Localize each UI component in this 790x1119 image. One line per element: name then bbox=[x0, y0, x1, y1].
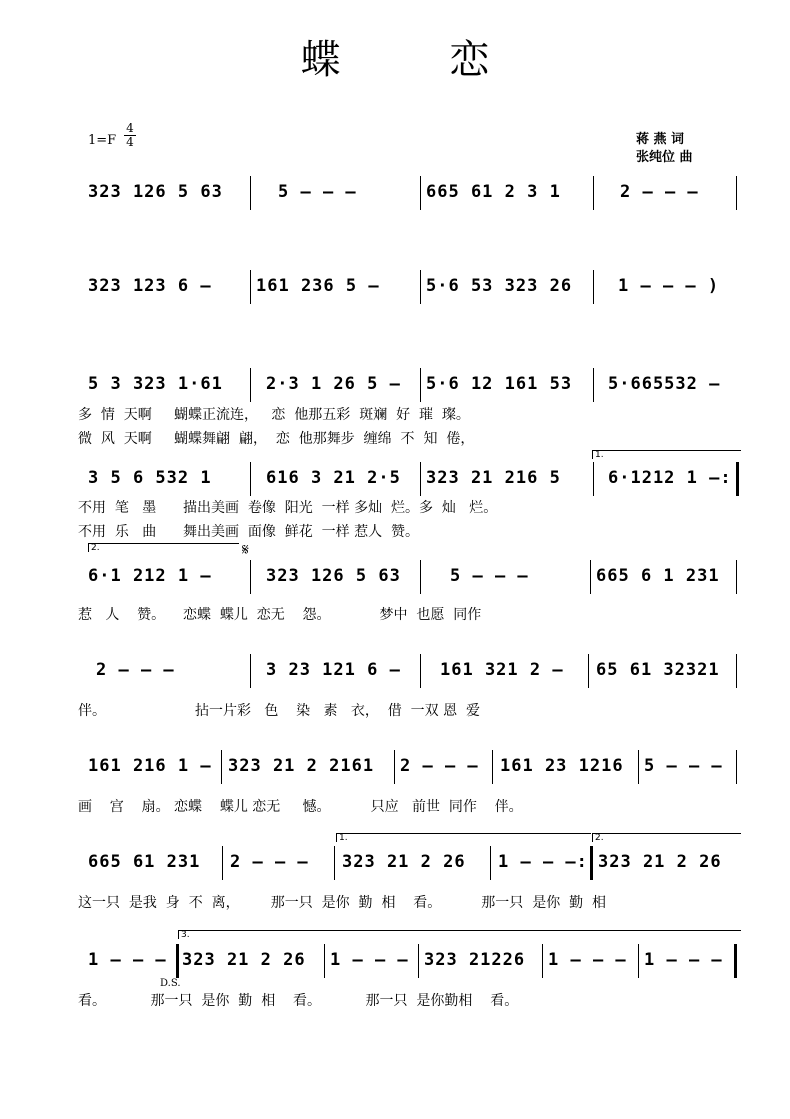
measure: 323 126 5 63 bbox=[88, 182, 223, 202]
volta-bracket-2: 2. bbox=[88, 543, 239, 552]
measure: 161 216 1 – bbox=[88, 756, 212, 776]
bar-line bbox=[588, 654, 589, 688]
bar-line bbox=[593, 270, 594, 304]
bar-line bbox=[542, 944, 543, 978]
bar-line bbox=[420, 560, 421, 594]
lyric-line-6: 伴。 拈一片彩 色 染 素 衣， 借 一双 恩 爱 bbox=[78, 703, 481, 719]
volta-bracket-1: 1. bbox=[592, 450, 741, 459]
measure: 323 21 2 26 bbox=[342, 852, 466, 872]
measure: 65 61 32321 bbox=[596, 660, 720, 680]
bar-line bbox=[250, 176, 251, 210]
measure: 323 126 5 63 bbox=[266, 566, 401, 586]
bar-line bbox=[638, 944, 639, 978]
bar-line bbox=[250, 368, 251, 402]
volta-bracket-1b: 1. bbox=[336, 833, 591, 842]
measure: 3 23 121 6 – bbox=[266, 660, 401, 680]
measure: 161 23 1216 bbox=[500, 756, 624, 776]
repeat-bar-line bbox=[736, 462, 739, 496]
score-row-2 bbox=[88, 270, 738, 310]
measure: 1 – – – bbox=[644, 950, 723, 970]
bar-line bbox=[736, 654, 737, 688]
measure: 2 – – – bbox=[620, 182, 699, 202]
segno-sign: 𝄋 bbox=[242, 540, 249, 559]
measure: 665 61 231 bbox=[88, 852, 201, 872]
measure: 5 – – – bbox=[278, 182, 357, 202]
measure: 5 3 323 1·61 bbox=[88, 374, 223, 394]
bar-line bbox=[593, 462, 594, 496]
bar-line bbox=[394, 750, 395, 784]
measure: 323 21 216 5 bbox=[426, 468, 561, 488]
composer-credit: 张纯位 曲 bbox=[636, 150, 693, 165]
bar-line bbox=[324, 944, 325, 978]
measure: 323 21 2 26 bbox=[182, 950, 306, 970]
lyric-line-4: 不用 乐 曲 舞出美画 面像 鲜花 一样 惹人 赞。 bbox=[78, 524, 420, 540]
measure: 5·6 12 161 53 bbox=[426, 374, 573, 394]
measure: 323 21226 bbox=[424, 950, 526, 970]
bar-line bbox=[420, 270, 421, 304]
bar-line bbox=[593, 368, 594, 402]
measure: 5 – – – bbox=[644, 756, 723, 776]
measure: 6·1 212 1 – bbox=[88, 566, 212, 586]
measure: 2 – – – bbox=[230, 852, 309, 872]
bar-line bbox=[420, 462, 421, 496]
measure: 323 123 6 – bbox=[88, 276, 212, 296]
measure: 6·1212 1 –: bbox=[608, 468, 732, 488]
repeat-bar-line bbox=[590, 846, 593, 880]
score-row-1 bbox=[88, 176, 738, 216]
score-row-3 bbox=[88, 368, 738, 408]
measure: 5 – – – bbox=[450, 566, 529, 586]
score-row-8 bbox=[88, 846, 738, 886]
bar-line bbox=[250, 270, 251, 304]
lyric-line-1: 多 情 天啊 蝴蝶正流连， 恋 他那五彩 斑斓 好 璀 璨。 bbox=[78, 407, 470, 423]
score-row-6 bbox=[88, 654, 738, 694]
repeat-bar-line bbox=[176, 944, 179, 978]
bar-line bbox=[736, 750, 737, 784]
final-bar-line bbox=[734, 944, 737, 978]
volta-bracket-2b: 2. bbox=[592, 833, 741, 842]
measure: 2·3 1 26 5 – bbox=[266, 374, 401, 394]
measure: 1 – – –: bbox=[498, 852, 588, 872]
bar-line bbox=[250, 462, 251, 496]
measure: 323 21 2 2161 bbox=[228, 756, 375, 776]
measure: 1 – – – bbox=[330, 950, 409, 970]
lyric-line-3: 不用 笔 墨 描出美画 卷像 阳光 一样 多灿 烂。多 灿 烂。 bbox=[78, 500, 498, 516]
measure: 161 236 5 – bbox=[256, 276, 380, 296]
score-row-5 bbox=[88, 560, 738, 600]
measure: 5·665532 – bbox=[608, 374, 721, 394]
score-row-4 bbox=[88, 462, 738, 502]
measure: 665 61 2 3 1 bbox=[426, 182, 561, 202]
measure: 1 – – – bbox=[88, 950, 167, 970]
measure: 161 321 2 – bbox=[440, 660, 564, 680]
time-signature-top: 4 bbox=[126, 121, 134, 135]
lyric-line-9: 看。 那一只 是你 勤 相 看。 那一只 是你勤相 看。 bbox=[78, 993, 519, 1009]
score-row-9 bbox=[88, 944, 738, 984]
measure: 1 – – – ) bbox=[618, 276, 720, 296]
bar-line bbox=[490, 846, 491, 880]
measure: 616 3 21 2·5 bbox=[266, 468, 401, 488]
measure: 665 6 1 231 bbox=[596, 566, 720, 586]
measure: 2 – – – bbox=[96, 660, 175, 680]
bar-line bbox=[638, 750, 639, 784]
volta-bracket-3: 3. bbox=[178, 930, 741, 939]
measure: 5·6 53 323 26 bbox=[426, 276, 573, 296]
lyric-line-5: 惹 人 赞。 恋蝶 蝶儿 恋无 怨。 梦中 也愿 同作 bbox=[78, 607, 482, 623]
bar-line bbox=[221, 750, 222, 784]
bar-line bbox=[222, 846, 223, 880]
lyric-line-7: 画 宫 扇。 恋蝶 蝶儿 恋无 憾。 只应 前世 同作 伴。 bbox=[78, 799, 523, 815]
bar-line bbox=[420, 176, 421, 210]
dal-segno-marking: D.S. bbox=[160, 978, 181, 989]
bar-line bbox=[736, 560, 737, 594]
time-signature bbox=[124, 122, 136, 149]
bar-line bbox=[593, 176, 594, 210]
bar-line bbox=[590, 560, 591, 594]
bar-line bbox=[250, 560, 251, 594]
lyricist-credit: 蒋 燕 词 bbox=[636, 132, 685, 147]
bar-line bbox=[420, 368, 421, 402]
bar-line bbox=[250, 654, 251, 688]
lyric-line-8: 这一只 是我 身 不 离， 那一只 是你 勤 相 看。 那一只 是你 勤 相 bbox=[78, 895, 607, 911]
key-signature: 1=F bbox=[88, 133, 117, 148]
measure: 3 5 6 532 1 bbox=[88, 468, 212, 488]
measure: 1 – – – bbox=[548, 950, 627, 970]
bar-line bbox=[736, 176, 737, 210]
score-row-7 bbox=[88, 750, 738, 790]
bar-line bbox=[418, 944, 419, 978]
bar-line bbox=[334, 846, 335, 880]
measure: 323 21 2 26 bbox=[598, 852, 722, 872]
song-title: 蝶 恋 bbox=[300, 37, 538, 83]
time-signature-bottom: 4 bbox=[124, 135, 136, 149]
measure: 2 – – – bbox=[400, 756, 479, 776]
bar-line bbox=[420, 654, 421, 688]
bar-line bbox=[492, 750, 493, 784]
lyric-line-2: 微 风 天啊 蝴蝶舞翩 翩， 恋 他那舞步 缠绵 不 知 倦， bbox=[78, 431, 475, 447]
